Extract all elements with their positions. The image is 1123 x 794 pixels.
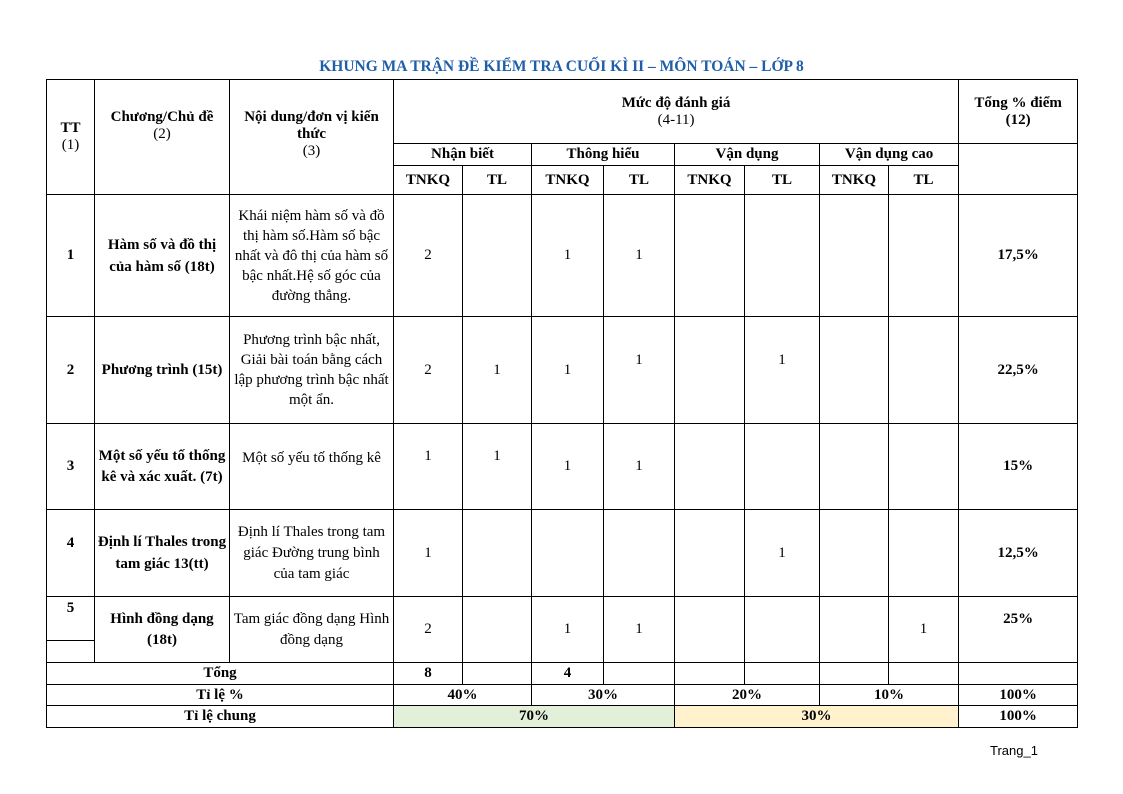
cell-vd-tnkq [675,597,745,663]
cell-th-tl: 1 [604,424,675,510]
ratio-row-label: Tỉ lệ % [47,685,394,706]
subheader-tl: TL [463,166,532,195]
cell-vd-tl [745,424,820,510]
header-assessment-level: Mức độ đánh giá (4-11) [394,80,959,144]
row-tt: 4 [47,510,95,597]
subheader-tnkq: TNKQ [394,166,463,195]
cell-th-tnkq [532,510,604,597]
cell-vd-tl [745,597,820,663]
total-th-tl [604,663,675,685]
row-content: Một số yếu tố thống kê [230,424,394,510]
header-chapter: Chương/Chủ đề (2) [95,80,230,195]
cell-nb-tnkq: 2 [394,195,463,317]
table-row [47,195,1078,317]
level-thong-hieu: Thông hiểu [532,144,675,166]
header-total-blank [959,144,1078,195]
cell-vd-tnkq [675,317,745,424]
page-number: Trang_1 [990,743,1038,758]
row-chapter: Phương trình (15t) [95,317,230,424]
row-total: 22,5% [959,317,1078,424]
overall-ratio-total: 100% [959,706,1078,728]
cell-vdc-tl [889,424,959,510]
cell-vdc-tl [889,317,959,424]
row-chapter: Định lí Thales trong tam giác 13(tt) [95,510,230,597]
row-tt: 3 [47,424,95,510]
row-content: Khái niệm hàm số và đồ thị hàm số.Hàm số bậc nhất và đô thị của hàm số bậc nhất.Hệ số góc của đường thẳng. [230,195,394,317]
table-row [47,317,1078,424]
row-total: 25% [959,597,1078,663]
subheader-tnkq: TNKQ [675,166,745,195]
subheader-tl: TL [889,166,959,195]
cell-vdc-tl: 1 [889,597,959,663]
cell-nb-tnkq: 2 [394,317,463,424]
row-total: 17,5% [959,195,1078,317]
ratio-thong-hieu: 30% [532,685,675,706]
total-th-tnkq: 4 [532,663,604,685]
overall-ratio-application: 30% [675,706,959,728]
subheader-tl: TL [604,166,675,195]
cell-th-tnkq: 1 [532,195,604,317]
cell-nb-tl [463,195,532,317]
cell-th-tl [604,510,675,597]
table-row [47,510,1078,597]
cell-vdc-tnkq [820,424,889,510]
cell-vd-tnkq [675,510,745,597]
cell-th-tl: 1 [604,195,675,317]
cell-vdc-tnkq [820,597,889,663]
cell-vd-tl: 1 [745,510,820,597]
document-title: KHUNG MA TRẬN ĐỀ KIỂM TRA CUỐI KÌ II – MÔN TOÁN – LỚP 8 [319,58,804,75]
cell-th-tnkq: 1 [532,317,604,424]
ratio-nhan-biet: 40% [394,685,532,706]
row-chapter: Hình đồng dạng (18t) [95,597,230,663]
total-vd-tnkq [675,663,745,685]
row-total: 12,5% [959,510,1078,597]
row-tt: 2 [47,317,95,424]
total-nb-tnkq: 8 [394,663,463,685]
cell-nb-tl [463,510,532,597]
assessment-matrix-table [46,79,1078,728]
table-row [47,424,1078,510]
total-nb-tl [463,663,532,685]
level-van-dung-cao: Vận dụng cao [820,144,959,166]
cell-vd-tnkq [675,424,745,510]
cell-vdc-tl [889,195,959,317]
cell-vdc-tnkq [820,317,889,424]
subheader-tl: TL [745,166,820,195]
row-tt: 1 [47,195,95,317]
cell-vd-tl: 1 [745,317,820,424]
overall-ratio-recognition-understanding: 70% [394,706,675,728]
cell-vdc-tl [889,510,959,597]
row-content: Phương trình bậc nhất, Giải bài toán bằng cách lập phương trình bậc nhất một ẩn. [230,317,394,424]
total-blank [959,663,1078,685]
header-row-1 [47,80,1078,144]
cell-nb-tnkq: 1 [394,424,463,510]
row-content: Định lí Thales trong tam giác Đường trung bình của tam giác [230,510,394,597]
cell-nb-tl: 1 [463,317,532,424]
ratio-van-dung: 20% [675,685,820,706]
cell-vdc-tnkq [820,510,889,597]
row-total: 15% [959,424,1078,510]
row-chapter: Một số yếu tố thống kê và xác xuất. (7t) [95,424,230,510]
total-row-label: Tổng [47,663,394,685]
row-chapter: Hàm số và đồ thị của hàm số (18t) [95,195,230,317]
total-vdc-tnkq [820,663,889,685]
cell-th-tl: 1 [604,597,675,663]
ratio-row [47,685,1078,706]
cell-th-tnkq: 1 [532,424,604,510]
total-vdc-tl [889,663,959,685]
header-content: Nội dung/đơn vị kiến thức (3) [230,80,394,195]
cell-vd-tl [745,195,820,317]
level-van-dung: Vận dụng [675,144,820,166]
total-row [47,663,1078,685]
cell-th-tnkq: 1 [532,597,604,663]
ratio-van-dung-cao: 10% [820,685,959,706]
total-vd-tl [745,663,820,685]
cell-th-tl: 1 [604,317,675,424]
header-tt: TT (1) [47,80,95,195]
row-content: Tam giác đồng dạng Hình đồng dạng [230,597,394,663]
level-nhan-biet: Nhận biết [394,144,532,166]
cell-nb-tl: 1 [463,424,532,510]
subheader-tnkq: TNKQ [820,166,889,195]
cell-vd-tnkq [675,195,745,317]
cell-vdc-tnkq [820,195,889,317]
header-total: Tổng % điểm (12) [959,80,1078,144]
row-tt: 5 [47,597,95,663]
overall-ratio-row [47,706,1078,728]
ratio-total: 100% [959,685,1078,706]
cell-nb-tl [463,597,532,663]
overall-ratio-label: Tỉ lệ chung [47,706,394,728]
table-row [47,597,1078,663]
subheader-tnkq: TNKQ [532,166,604,195]
cell-nb-tnkq: 1 [394,510,463,597]
cell-nb-tnkq: 2 [394,597,463,663]
